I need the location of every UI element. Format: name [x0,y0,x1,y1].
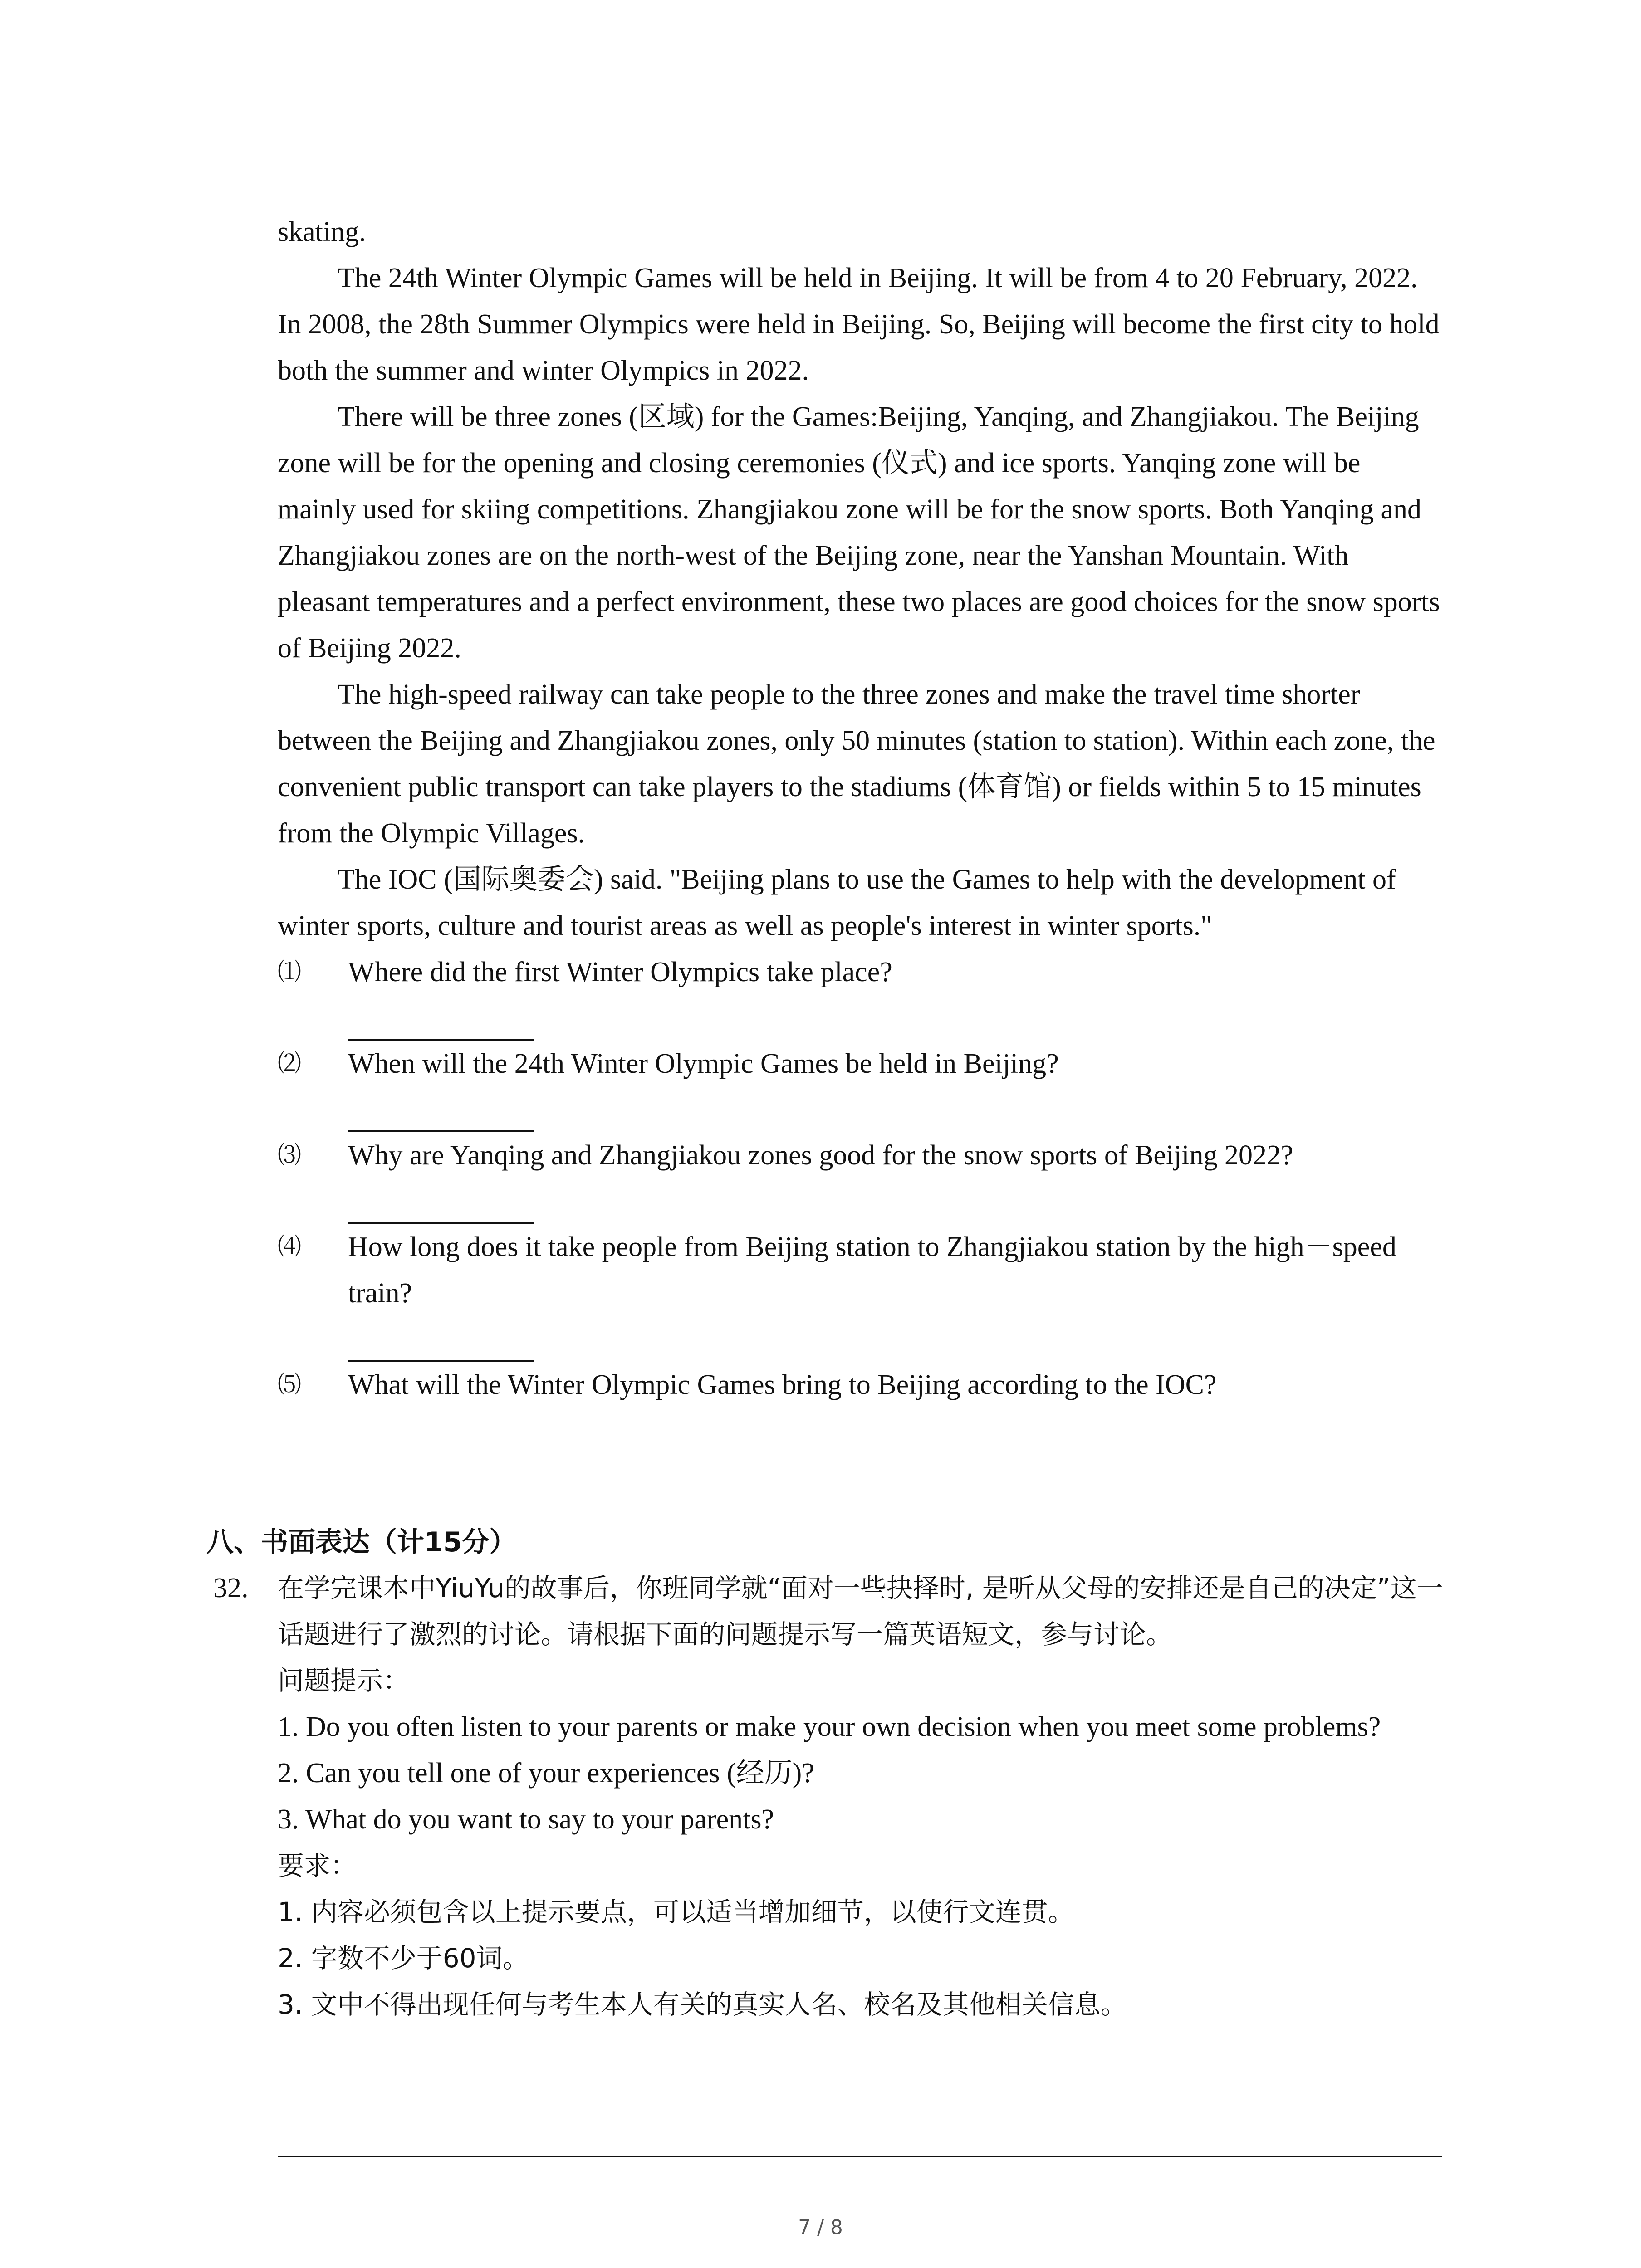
passage-paragraph: There will be three zones (区域) for the Games:Beijing, Yanqing, and Zhangjiakou. The Beijing zone will be for the opening and closing ceremonies (仪式) and ice sports. Yanqing zone will be mainly used for skiing competitions. Zhangjiakou zone will be for the snow sports. Both Yanqing and Zhangjiakou zones are on the north-west of the Beijing zone, near the Yanshan Mountain. With pleasant temperatures and a perfect environment, these two places are good choices for the snow sports of Beijing 2022. [278,401,1440,664]
section-heading: 八、书面表达（计15分） [206,1526,517,1558]
question-item [278,1132,1444,1178]
question-text: Where did the first Winter Olympics take place? [348,957,892,987]
writing-task-body [278,1565,1447,2028]
question-list [278,949,1444,1408]
hint-item: 2. Can you tell one of your experiences (经历)? [278,1758,814,1789]
question-number: ⑴ [278,958,302,986]
answer-blank[interactable] [348,1087,1444,1132]
answer-blank[interactable] [348,995,1444,1041]
question-text: How long does it take people from Beijing station to Zhangjiakou station by the high－speed train? [348,1232,1396,1309]
answer-blank[interactable] [348,1178,1444,1224]
question-text: What will the Winter Olympic Games bring to Beijing according to the IOC? [348,1369,1217,1400]
page-number: 7 / 8 [798,2216,843,2239]
question-item [278,1224,1444,1316]
question-item [278,1362,1444,1408]
hint-item: 3. What do you want to say to your parents? [278,1804,774,1835]
question-number: ⑵ [278,1050,302,1077]
question-item [278,949,1444,995]
passage-paragraph: The high-speed railway can take people to the three zones and make the travel time shorter between the Beijing and Zhangjiakou zones, only 50 minutes (station to station). Within each zone, the convenient public transport can take players to the stadiums (体育馆) or fields within 5 to 15 minutes from the Olympic Villages. [278,679,1435,849]
writing-answer-line[interactable] [278,2156,1442,2157]
requirement-item: 3. 文中不得出现任何与考生本人有关的真实人名、校名及其他相关信息。 [278,1989,1127,2020]
question-number: ⑶ [278,1142,302,1169]
question-number: ⑷ [278,1233,302,1261]
writing-prompt: 在学完课本中YiuYu的故事后，你班同学就“面对一些抉择时, 是听从父母的安排还是自己的决定”这一话题进行了激烈的讨论。请根据下面的问题提示写一篇英语短文，参与讨论。 [278,1573,1443,1650]
requirement-item: 1. 内容必须包含以上提示要点，可以适当增加细节，以使行文连贯。 [278,1897,1074,1927]
hints-label: 问题提示： [278,1665,410,1696]
requirement-item: 2. 字数不少于60词。 [278,1943,529,1974]
question-text: When will the 24th Winter Olympic Games be held in Beijing? [348,1048,1059,1079]
requirements-label: 要求： [278,1850,357,1881]
answer-blank[interactable] [348,1316,1444,1362]
passage-paragraph: The 24th Winter Olympic Games will be held in Beijing. It will be from 4 to 20 February, 2022. In 2008, the 28th Summer Olympics were held in Beijing. So, Beijing will become the first city to hold both the summer and winter Olympics in 2022. [278,263,1440,386]
question-number: 32. [213,1573,249,1603]
passage-line: skating. [278,216,366,247]
question-text: Why are Yanqing and Zhangjiakou zones good for the snow sports of Beijing 2022? [348,1140,1293,1171]
reading-passage [278,209,1444,1408]
question-item [278,1041,1444,1087]
hint-item: 1. Do you often listen to your parents or make your own decision when you meet some problems? [278,1711,1381,1742]
passage-paragraph: The IOC (国际奥委会) said. "Beijing plans to use the Games to help with the development of winter sports, culture and tourist areas as well as people's interest in winter sports." [278,864,1396,941]
question-number: ⑸ [278,1371,302,1398]
writing-task [213,1565,1447,2028]
